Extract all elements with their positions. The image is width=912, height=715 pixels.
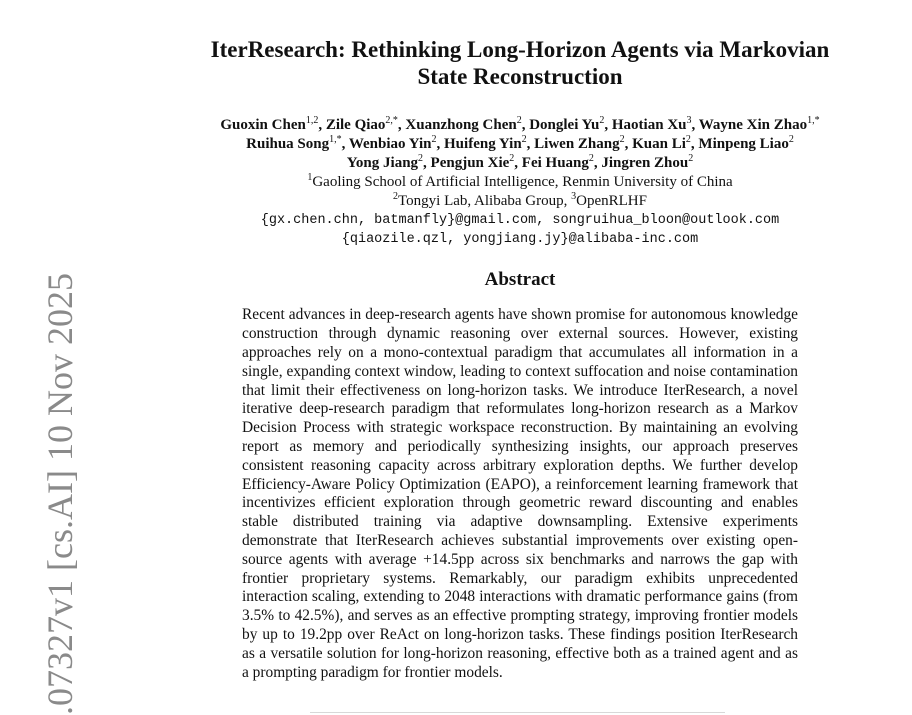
author-affiliation-mark: 2 — [688, 153, 694, 164]
author-affiliation-mark: 2 — [431, 134, 437, 145]
paper-title-line-1: IterResearch: Rethinking Long-Horizon Agents via Markovian — [210, 37, 830, 62]
author-name: Guoxin Chen — [220, 117, 306, 133]
author-affiliation-mark: 2 — [418, 153, 424, 164]
author-separator: , — [526, 136, 535, 152]
author-name: Yong Jiang — [346, 155, 419, 171]
author-affiliation-mark: 2 — [788, 134, 794, 145]
affiliation-text: OpenRLHF — [576, 193, 647, 209]
affiliation-text: Tongyi Lab, Alibaba Group, — [398, 193, 572, 209]
affiliation-tongyi-openrlhf — [180, 192, 860, 211]
affiliation-text: Gaoling School of Artificial Intelligence, Renmin University of China — [312, 174, 733, 190]
author-affiliation-mark: 1,2 — [305, 115, 319, 126]
author-name: Pengjun Xie — [430, 155, 510, 171]
author-affiliation-mark: 2 — [588, 153, 594, 164]
author-name: Kuan Li — [632, 136, 686, 152]
author-affiliation-mark: 1,* — [807, 115, 820, 126]
author-separator: , — [691, 117, 699, 133]
author-affiliation-mark: 3 — [686, 115, 692, 126]
author-name: Minpeng Liao — [698, 136, 789, 152]
author-line-3 — [180, 154, 860, 173]
arxiv-identifier-text: .07327v1 [cs.AI] 10 Nov 2025 — [40, 273, 80, 715]
email-line-1: {gx.chen.chn, batmanfly}@gmail.com, songruihua_bloon@outlook.com — [260, 213, 780, 228]
author-affiliation-mark: 2 — [599, 115, 605, 126]
author-separator: , — [436, 136, 445, 152]
author-separator: , — [341, 136, 349, 152]
author-name: Xuanzhong Chen — [405, 117, 517, 133]
author-line-2 — [180, 135, 860, 154]
author-name: Wenbiao Yin — [348, 136, 432, 152]
author-name: Fei Huang — [521, 155, 589, 171]
author-separator: , — [690, 136, 699, 152]
author-affiliation-mark: 2 — [619, 134, 625, 145]
author-affiliation-mark: 2 — [509, 153, 515, 164]
paper-front-matter — [180, 36, 860, 698]
paper-title — [180, 36, 860, 90]
author-line-1 — [180, 116, 860, 135]
author-name: Wayne Xin Zhao — [698, 117, 808, 133]
author-name: Zile Qiao — [325, 117, 386, 133]
author-affiliation-mark: 1,* — [329, 134, 342, 145]
affiliation-mark: 1 — [307, 172, 313, 183]
author-separator: , — [423, 155, 431, 171]
author-affiliation-mark: 2 — [516, 115, 522, 126]
arxiv-identifier-stamp — [0, 0, 80, 715]
affiliation-mark: 2 — [393, 191, 399, 202]
author-name: Donglei Yu — [529, 117, 600, 133]
author-name: Haotian Xu — [611, 117, 687, 133]
footnote-divider — [310, 712, 725, 713]
author-name: Ruihua Song — [246, 136, 330, 152]
author-block — [180, 116, 860, 249]
author-separator: , — [624, 136, 633, 152]
author-separator: , — [514, 155, 522, 171]
author-name: Liwen Zhang — [534, 136, 620, 152]
author-affiliation-mark: 2 — [521, 134, 527, 145]
author-name: Jingren Zhou — [601, 155, 689, 171]
affiliation-mark: 3 — [571, 191, 577, 202]
abstract-body: Recent advances in deep-research agents have shown promise for autonomous knowledge construction through dynamic reasoning over external sources. However, existing approaches rely on a mono-contextual paradigm that accumulates all information in a single, expanding context window, leading to context suffocation and noise contamination that limit their effectiveness on long-horizon tasks. We introduce IterResearch, a novel iterative deep-research paradigm that reformulates long-horizon research as a Markov Decision Process with strategic workspace reconstruction. By maintaining an evolving report as memory and periodically synthesizing insights, our approach preserves consistent reasoning capacity across arbitrary exploration depths. We further develop Efficiency-Aware Policy Optimization (EAPO), a reinforcement learning framework that incentivizes efficient exploration through geometric reward discounting and enables stable distributed training via adaptive downsampling. Extensive experiments demonstrate that IterResearch achieves substantial improvements over existing open-source agents with average +14.5pp across six benchmarks and narrows the gap with frontier proprietary systems. Remarkably, our paradigm exhibits unprecedented interaction scaling, extending to 2048 interactions with dramatic performance gains (from 3.5% to 42.5%), and serves as an effective prompting strategy, improving frontier models by up to 19.2pp over ReAct on long-horizon tasks. These findings position IterResearch as a versatile solution for long-horizon reasoning, effective both as a trained agent and as a prompting paradigm for frontier models. — [242, 306, 798, 681]
author-separator: , — [604, 117, 612, 133]
author-affiliation-mark: 2,* — [385, 115, 398, 126]
email-line-2: {qiaozile.qzl, yongjiang.jy}@alibaba-inc.com — [341, 232, 699, 247]
author-affiliation-mark: 2 — [685, 134, 691, 145]
author-separator: , — [318, 117, 326, 133]
affiliation-renmin — [180, 173, 860, 192]
author-separator: , — [593, 155, 602, 171]
author-separator: , — [397, 117, 406, 133]
author-separator: , — [521, 117, 530, 133]
author-name: Huifeng Yin — [444, 136, 522, 152]
abstract-heading: Abstract — [484, 269, 556, 290]
paper-title-line-2: State Reconstruction — [417, 64, 623, 89]
